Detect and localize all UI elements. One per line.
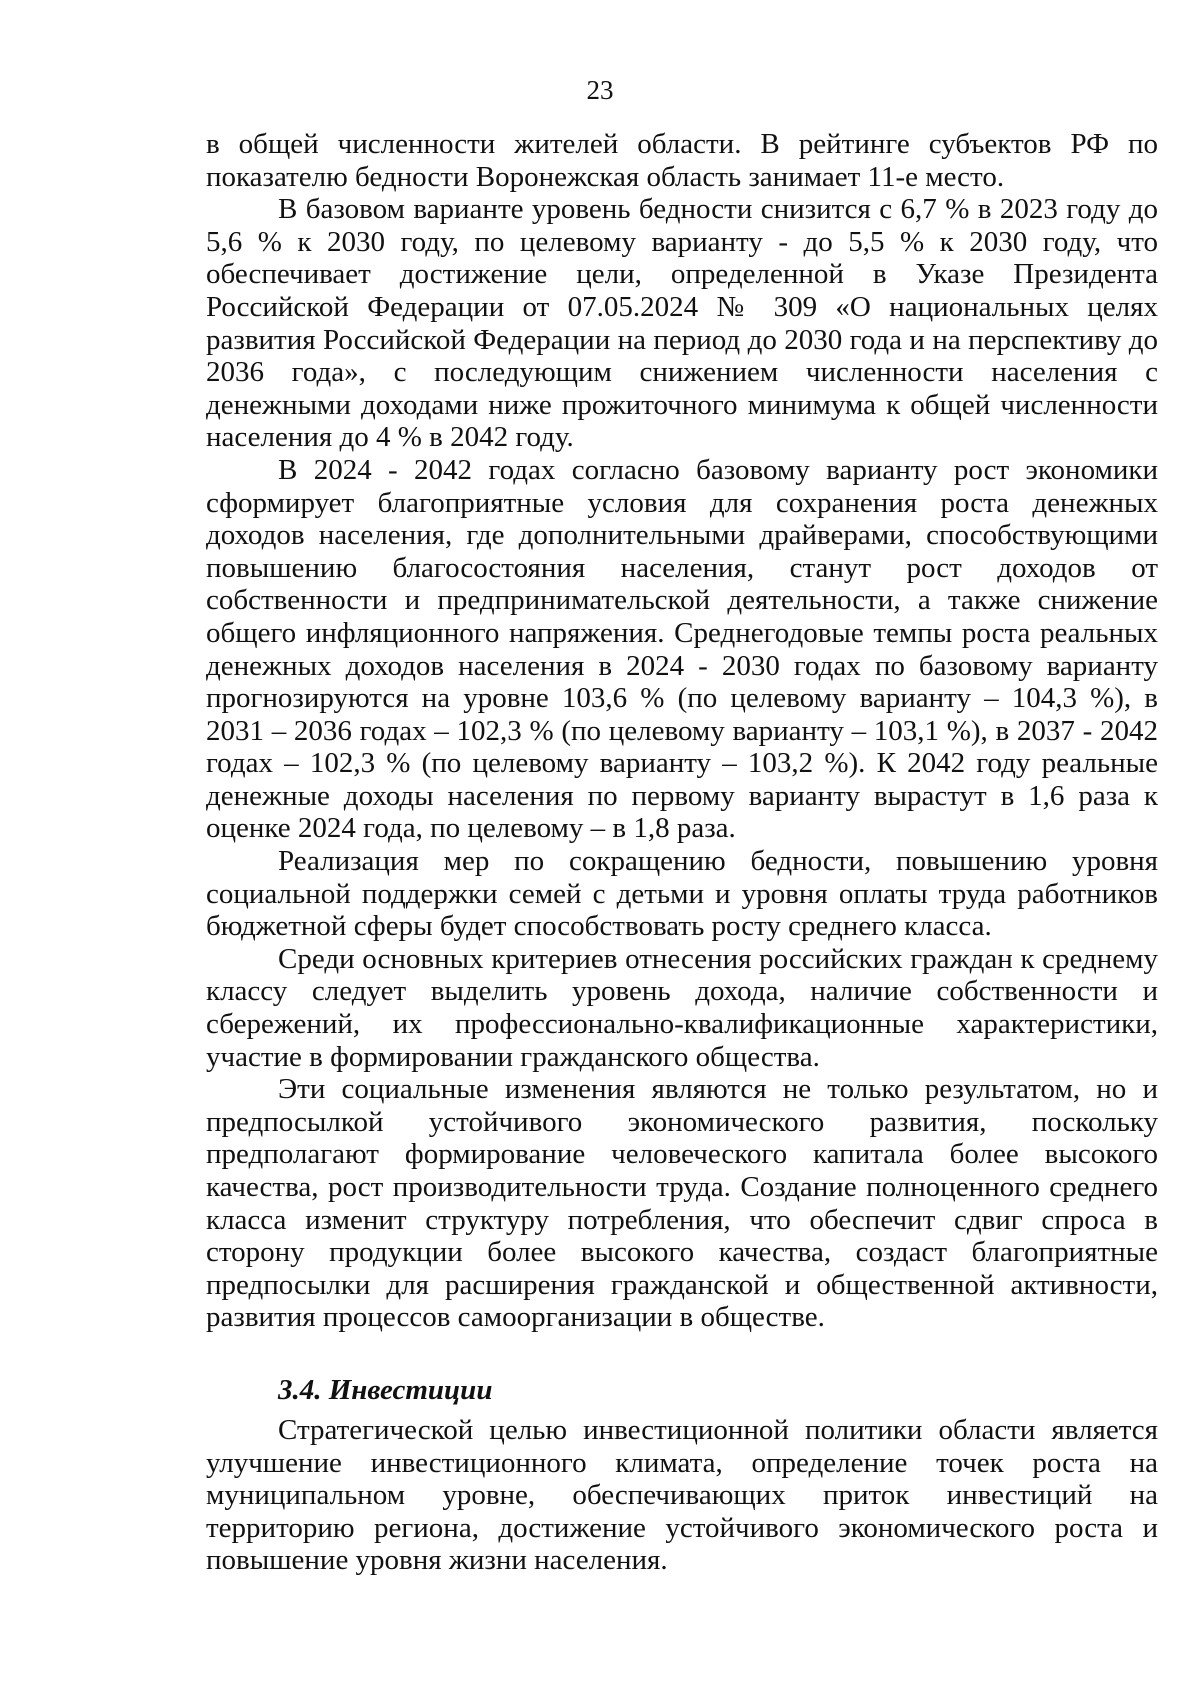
paragraph-continuation: в общей численности жителей области. В рейтинге субъектов РФ по показателю бедности Воронежская область занимает 11-е место. bbox=[206, 128, 1158, 193]
paragraph-income-growth: В 2024 - 2042 годах согласно базовому варианту рост экономики сформирует благоприятные условия для сохранения роста денежных доходов населения, где дополнительными драйверами, способствующими повышению благосостояния населения, станут рост доходов от собственности и предпринимательской деятельности, а также снижение общего инфляционного напряжения. Среднегодовые темпы роста реальных денежных доходов населения в 2024 - 2030 годах по базовому варианту прогнозируются на уровне 103,6 % (по целевому варианту – 104,3 %), в 2031 – 2036 годах – 102,3 % (по целевому варианту – 103,1 %), в 2037 - 2042 годах – 102,3 % (по целевому варианту – 103,2 %). К 2042 году реальные денежные доходы населения по первому варианту вырастут в 1,6 раза к оценке 2024 года, по целевому – в 1,8 раза. bbox=[206, 453, 1158, 845]
paragraph-social-changes: Эти социальные изменения являются не только результатом, но и предпосылкой устойчивого экономического развития, поскольку предполагают формирование человеческого капитала более высокого качества, рост производительности труда. Создание полноценного среднего класса изменит структуру потребления, что обеспечит сдвиг спроса в сторону продукции более высокого качества, создаст благоприятные предпосылки для расширения гражданской и общественной активности, развития процессов самоорганизации в обществе. bbox=[206, 1073, 1158, 1334]
document-body bbox=[206, 128, 1158, 1577]
paragraph-middle-class-measures: Реализация мер по сокращению бедности, повышению уровня социальной поддержки семей с детьми и уровня оплаты труда работников бюджетной сферы будет способствовать росту среднего класса. bbox=[206, 845, 1158, 943]
paragraph-poverty-level: В базовом варианте уровень бедности снизится с 6,7 % в 2023 году до 5,6 % к 2030 году, по целевому варианту - до 5,5 % к 2030 году, что обеспечивает достижение цели, определенной в Указе Президента Российской Федерации от 07.05.2024 № 309 «О национальных целях развития Российской Федерации на период до 2030 года и на перспективу до 2036 года», с последующим снижением численности населения с денежными доходами ниже прожиточного минимума к общей численности населения до 4 % в 2042 году. bbox=[206, 193, 1158, 454]
page-number: 23 bbox=[586, 75, 614, 105]
paragraph-investment-goal: Стратегической целью инвестиционной политики области является улучшение инвестиционного климата, определение точек роста на муниципальном уровне, обеспечивающих приток инвестиций на территорию региона, достижение устойчивого экономического роста и повышение уровня жизни населения. bbox=[206, 1413, 1158, 1577]
section-heading-investments: 3.4. Инвестиции bbox=[278, 1373, 493, 1406]
paragraph-middle-class-criteria: Среди основных критериев отнесения российских граждан к среднему классу следует выделить уровень дохода, наличие собственности и сбережений, их профессионально-квалификационные характеристики, участие в формировании гражданского общества. bbox=[206, 942, 1158, 1073]
